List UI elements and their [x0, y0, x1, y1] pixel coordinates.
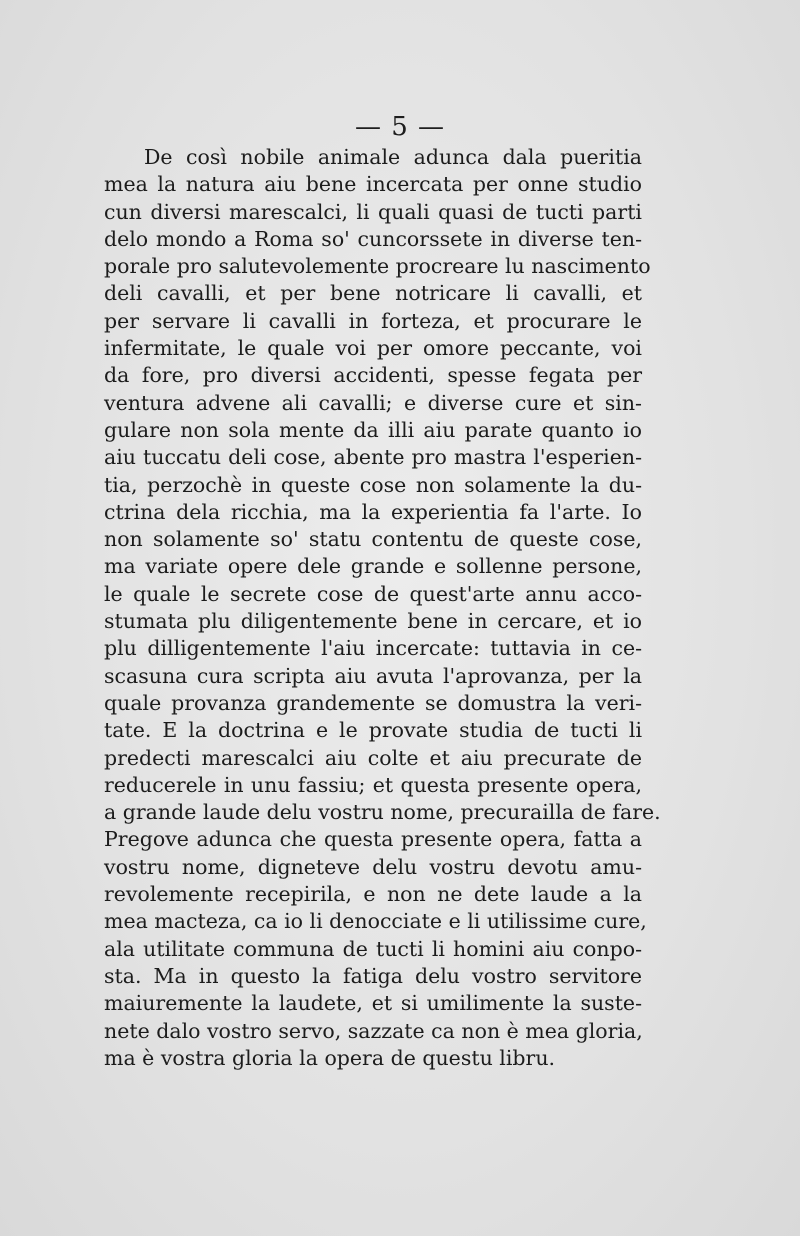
text-line: da fore, pro diversi accidenti, spesse fegata per — [104, 363, 642, 388]
text-line: aiu tuccatu deli cose, abente pro mastra l'esperien- — [104, 445, 642, 470]
text-line: ma variate opere dele grande e sollenne persone, — [104, 554, 642, 579]
text-line: mea macteza, ca io li denocciate e li utilissime cure, — [104, 909, 647, 934]
text-line: Pregove adunca che questa presente opera, fatta a — [104, 827, 642, 852]
text-line: tia, perzochè in queste cose non solamente la du- — [104, 472, 642, 497]
text-line: quale provanza grandemente se domustra la veri- — [104, 690, 642, 715]
text-line: reducerele in unu fassiu; et questa presente opera, — [104, 772, 642, 797]
text-line: delo mondo a Roma so' cuncorssete in diverse ten- — [104, 226, 642, 251]
text-line: ctrina dela ricchia, ma la experientia fa l'arte. Io — [104, 499, 642, 524]
text-line: ma è vostra gloria la opera de questu libru. — [104, 1045, 556, 1070]
text-line: a grande laude delu vostru nome, precurailla de fare. — [104, 800, 661, 825]
text-line: scasuna cura scripta aiu avuta l'aprovanza, per la — [104, 663, 642, 688]
text-line: sta. Ma in questo la fatiga delu vostro servitore — [104, 963, 642, 988]
text-line: maiuremente la laudete, et si umilimente la suste- — [104, 991, 642, 1016]
text-line: ala utilitate communa de tucti li homini aiu conpo- — [104, 936, 642, 961]
text-line: mea la natura aiu bene incercata per onne studio — [104, 172, 642, 197]
page-number: — 5 — — [354, 112, 446, 142]
text-line: nete dalo vostro servo, sazzate ca non è mea gloria, — [104, 1018, 643, 1043]
text-line: revolemente recepirila, e non ne dete laude a la — [104, 882, 642, 907]
text-line: stumata plu diligentemente bene in cercare, et io — [104, 609, 642, 634]
text-line: porale pro salutevolemente procreare lu nascimento — [104, 254, 651, 279]
text-line: per servare li cavalli in forteza, et procurare le — [104, 308, 642, 333]
text-line: plu dilligentemente l'aiu incercate: tuttavia in ce- — [104, 636, 642, 661]
text-line: gulare non sola mente da illi aiu parate quanto io — [104, 417, 642, 442]
text-line: le quale le secrete cose de quest'arte annu acco- — [104, 581, 642, 606]
text-line: ventura advene ali cavalli; e diverse cure et sin- — [104, 390, 642, 415]
body-paragraph — [104, 144, 661, 1072]
text-line: non solamente so' statu contentu de queste cose, — [104, 527, 642, 552]
text-line: infermitate, le quale voi per omore peccante, voi — [104, 336, 642, 361]
text-line: deli cavalli, et per bene notricare li cavalli, et — [104, 281, 642, 306]
text-line: vostru nome, digneteve delu vostru devotu amu- — [104, 854, 642, 879]
text-line: cun diversi marescalci, li quali quasi de tucti parti — [104, 199, 642, 224]
text-line: De così nobile animale adunca dala pueritia — [144, 145, 642, 169]
text-line: tate. E la doctrina e le provate studia de tucti li — [104, 718, 642, 743]
text-line: predecti marescalci aiu colte et aiu precurate de — [104, 745, 642, 770]
